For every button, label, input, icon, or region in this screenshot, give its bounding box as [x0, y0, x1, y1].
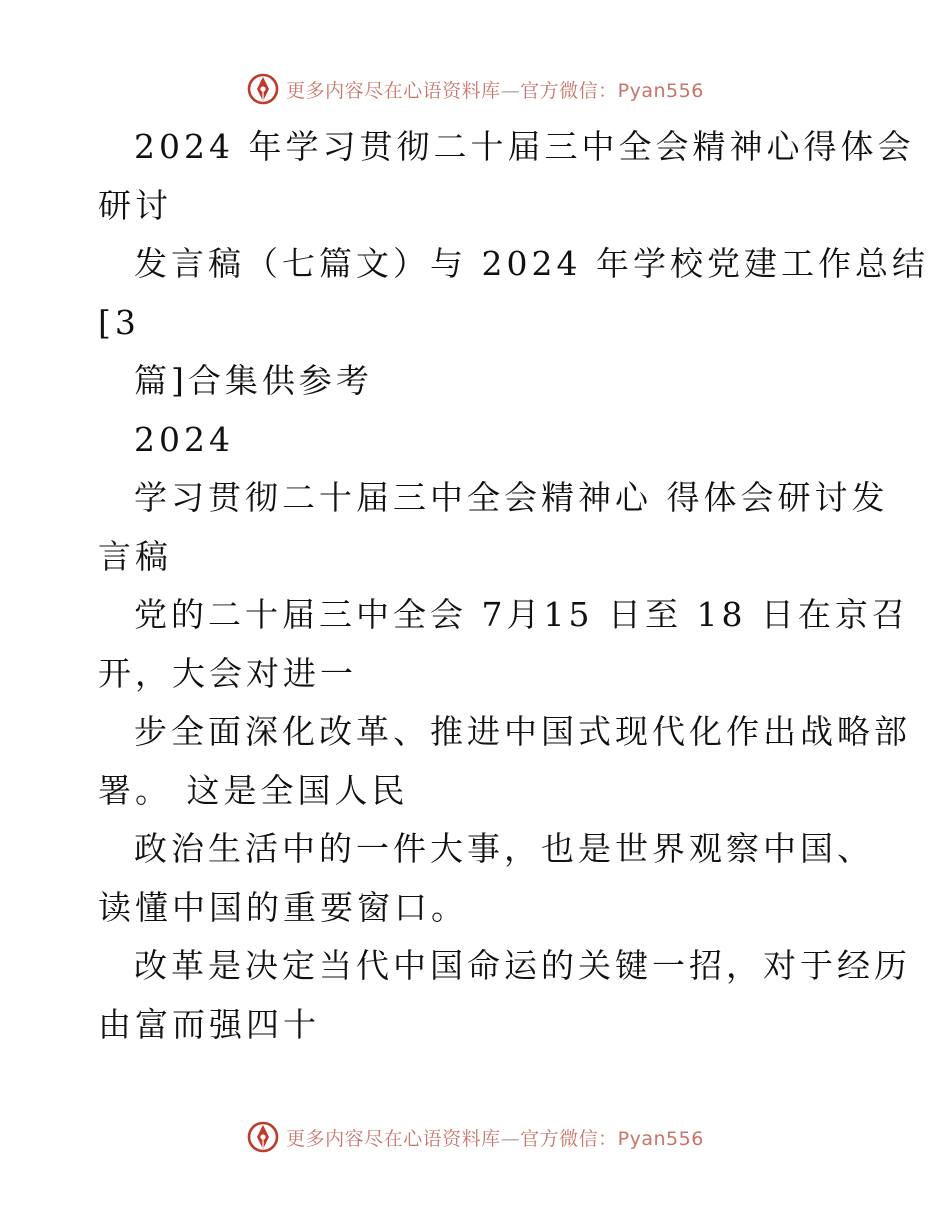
- header-banner: [0, 72, 950, 106]
- body-line: 读懂中国的重要窗口。: [98, 887, 468, 927]
- pen-nib-logo-icon: [246, 72, 280, 106]
- footer-banner: [0, 1120, 950, 1154]
- body-line: 改革是决定当代中国命运的关键一招，对于经历: [134, 946, 911, 985]
- body-line: 2024 年学习贯彻二十届三中全会精神心得体会: [134, 127, 915, 166]
- body-line: 由富而强四十: [98, 1004, 320, 1044]
- body-line: 言稿: [98, 536, 172, 576]
- body-line: 党的二十届三中全会 7月15 日至 18 日在京召: [134, 595, 909, 634]
- body-line: 学习贯彻二十届三中全会精神心 得体会研讨发: [134, 478, 889, 517]
- body-line: 步全面深化改革、推进中国式现代化作出战略部: [134, 712, 911, 751]
- pen-nib-logo-icon: [246, 1120, 280, 1154]
- body-line: 署。 这是全国人民: [98, 770, 409, 810]
- body-line: 发言稿（七篇文）与 2024 年学校党建工作总结: [134, 244, 929, 283]
- footer-banner-text: 更多内容尽在心语资料库—官方微信：Pyan556: [286, 1127, 704, 1150]
- body-line: 2024: [134, 419, 234, 459]
- body-line: [3: [98, 302, 140, 342]
- body-line: 开，大会对进一: [98, 653, 357, 693]
- body-line: 政治生活中的一件大事，也是世界观察中国、: [134, 829, 874, 868]
- document-body: [98, 118, 929, 1054]
- header-banner-text: 更多内容尽在心语资料库—官方微信：Pyan556: [286, 79, 704, 102]
- body-line: 篇]合集供参考: [134, 361, 373, 400]
- body-line: 研讨: [98, 185, 172, 225]
